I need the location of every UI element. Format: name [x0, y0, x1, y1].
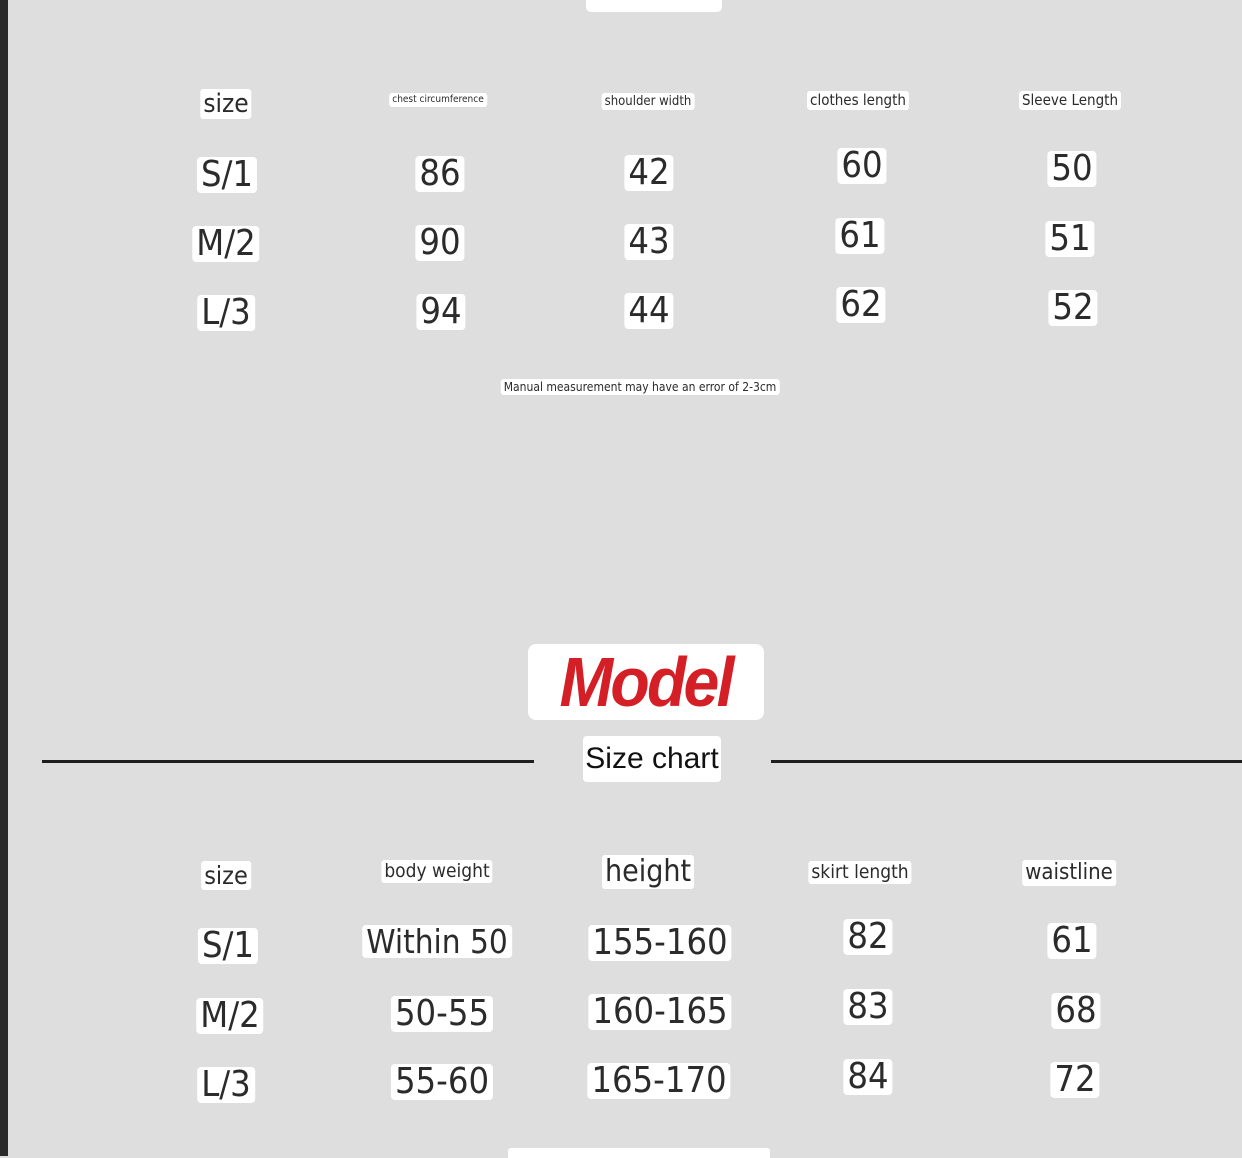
- t2-row1-size: S/1: [198, 928, 258, 964]
- t2-row2-weight: 50-55: [391, 996, 493, 1032]
- t2-row2-skirt: 83: [843, 989, 892, 1025]
- t1-row2-chest: 90: [415, 225, 464, 261]
- t2-header-waist: waistline: [1022, 860, 1116, 886]
- divider-left: [42, 760, 534, 763]
- t2-row3-skirt: 84: [843, 1059, 892, 1095]
- t2-row1-weight: Within 50: [362, 925, 512, 958]
- t1-row2-length: 61: [835, 218, 884, 254]
- t2-header-skirt: skirt length: [808, 861, 911, 884]
- t1-row1-size: S/1: [197, 157, 257, 193]
- t2-header-weight: body weight: [381, 860, 492, 883]
- t2-row3-waist: 72: [1050, 1062, 1099, 1098]
- top-label-tab: [586, 0, 722, 12]
- t1-row1-sleeve: 50: [1047, 151, 1096, 187]
- t2-row2-waist: 68: [1051, 993, 1100, 1029]
- model-logo-text: Model: [559, 643, 733, 721]
- t1-header-chest: chest circumference: [389, 93, 487, 107]
- size-chart-title: Size chart: [583, 736, 721, 782]
- t1-row3-shoulder: 44: [624, 293, 673, 329]
- t1-row3-chest: 94: [416, 294, 465, 330]
- t2-header-height: height: [602, 855, 694, 889]
- t1-row3-size: L/3: [197, 295, 255, 331]
- t1-measurement-note: Manual measurement may have an error of 2-3cm: [501, 379, 780, 395]
- t2-row1-waist: 61: [1047, 923, 1096, 959]
- t2-row3-size: L/3: [197, 1067, 255, 1103]
- t1-row1-shoulder: 42: [624, 155, 673, 191]
- t2-row1-skirt: 82: [843, 919, 892, 955]
- t2-note-partial: [508, 1148, 770, 1158]
- left-edge-strip: [0, 0, 8, 1156]
- t1-header-size: size: [200, 89, 251, 119]
- t1-header-sleeve: Sleeve Length: [1019, 91, 1121, 110]
- t1-header-shoulder: shoulder width: [602, 93, 695, 110]
- t1-row3-length: 62: [836, 287, 885, 323]
- t2-row2-height: 160-165: [588, 994, 731, 1030]
- model-logo: [528, 644, 764, 720]
- t2-row1-height: 155-160: [588, 925, 731, 961]
- t1-row3-sleeve: 52: [1048, 290, 1097, 326]
- t2-row3-height: 165-170: [587, 1063, 730, 1099]
- t2-row3-weight: 55-60: [391, 1064, 493, 1100]
- divider-right: [771, 760, 1242, 763]
- t1-row1-chest: 86: [415, 156, 464, 192]
- t2-header-size: size: [201, 861, 251, 890]
- t1-row2-size: M/2: [192, 226, 259, 262]
- t2-row2-size: M/2: [196, 998, 263, 1034]
- t1-header-length: clothes length: [807, 91, 909, 110]
- t1-row2-sleeve: 51: [1045, 221, 1094, 257]
- t1-row2-shoulder: 43: [624, 224, 673, 260]
- t1-row1-length: 60: [837, 148, 886, 184]
